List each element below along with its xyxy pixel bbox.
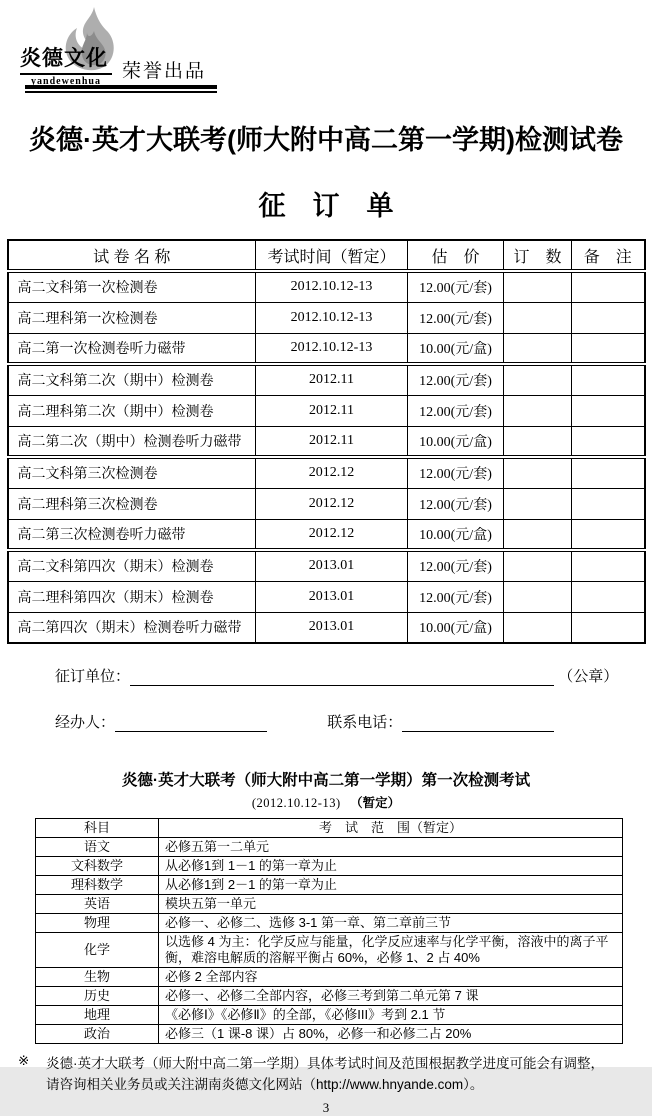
table-row [8, 271, 645, 302]
subject-scope: 必修一、必修二全部内容，必修三考到第二单元第 7 课 [159, 987, 623, 1006]
subject-name: 政治 [36, 1025, 159, 1044]
subject-name: 理科数学 [36, 876, 159, 895]
table-row [8, 426, 645, 457]
paper-name: 高二理科第四次（期末）检测卷 [8, 581, 256, 612]
order-table [7, 239, 646, 644]
subject-name: 英语 [36, 895, 159, 914]
table-row [8, 519, 645, 550]
remark-cell [572, 271, 645, 302]
exam-time: 2012.10.12-13 [256, 302, 408, 333]
subject-scope: 必修一、必修二、选修 3-1 第一章、第二章前三节 [159, 914, 623, 933]
remark-cell [572, 457, 645, 488]
exam-time: 2012.10.12-13 [256, 271, 408, 302]
subject-name: 历史 [36, 987, 159, 1006]
remark-cell [572, 364, 645, 395]
table-row [36, 876, 623, 895]
table-row [36, 857, 623, 876]
quantity-cell [504, 581, 572, 612]
letterhead [0, 0, 652, 95]
order-unit-label: 征订单位： [55, 668, 131, 685]
paper-name: 高二文科第三次检测卷 [8, 457, 256, 488]
exam-time: 2012.12 [256, 457, 408, 488]
subject-scope: 模块五第一单元 [159, 895, 623, 914]
subject-scope: 从必修1到 2－1 的第一章为止 [159, 876, 623, 895]
table-row [36, 933, 623, 968]
paper-name: 高二理科第一次检测卷 [8, 302, 256, 333]
remark-cell [572, 581, 645, 612]
paper-name: 高二第二次（期中）检测卷听力磁带 [8, 426, 256, 457]
table-row [36, 838, 623, 857]
paper-name: 高二文科第一次检测卷 [8, 271, 256, 302]
quantity-cell [504, 302, 572, 333]
table-row [36, 968, 623, 987]
paper-name: 高二文科第四次（期末）检测卷 [8, 550, 256, 581]
brand-tagline: 荣誉出品 [118, 56, 210, 88]
phone-blank [402, 715, 554, 732]
footnote-line-2: 请咨询相关业务员或关注湖南炎德文化网站（http://www.hnyande.com）。 [46, 1077, 484, 1092]
footnote-text [46, 1053, 604, 1095]
exam-scope-table [35, 818, 623, 1044]
exam-time: 2012.10.12-13 [256, 333, 408, 364]
header-row [36, 819, 623, 838]
exam-time: 2013.01 [256, 550, 408, 581]
subject-name: 化学 [36, 933, 159, 968]
subject-name: 生物 [36, 968, 159, 987]
quantity-cell [504, 550, 572, 581]
remark-cell [572, 488, 645, 519]
paper-name: 高二第四次（期末）检测卷听力磁带 [8, 612, 256, 643]
subject-name: 语文 [36, 838, 159, 857]
paper-name: 高二理科第二次（期中）检测卷 [8, 395, 256, 426]
paper-name: 高二第一次检测卷听力磁带 [8, 333, 256, 364]
price: 10.00(元/盒) [408, 612, 504, 643]
table-row [36, 914, 623, 933]
exam-date-line [0, 793, 652, 811]
table-row [8, 302, 645, 333]
quantity-cell [504, 519, 572, 550]
quantity-cell [504, 395, 572, 426]
price: 12.00(元/套) [408, 581, 504, 612]
logo-title: 炎德文化 [20, 42, 112, 75]
exam-time: 2012.11 [256, 395, 408, 426]
footnote-marker: ※ [18, 1053, 30, 1068]
agent-blank [115, 715, 267, 732]
price: 10.00(元/盒) [408, 333, 504, 364]
exam-time: 2013.01 [256, 612, 408, 643]
header-divider [25, 85, 217, 93]
price: 12.00(元/套) [408, 550, 504, 581]
price: 10.00(元/盒) [408, 519, 504, 550]
paper-name: 高二理科第三次检测卷 [8, 488, 256, 519]
table-row [8, 395, 645, 426]
quantity-cell [504, 333, 572, 364]
footnote [18, 1053, 642, 1095]
footnote-line-1: 炎德·英才大联考（师大附中高二第一学期）具体考试时间及范围根据教学进度可能会有调整， [46, 1056, 604, 1071]
quantity-cell [504, 457, 572, 488]
page-number: 3 [322, 1100, 330, 1115]
col-scope: 考 试 范 围（暂定） [159, 819, 623, 838]
subject-scope: 从必修1到 1－1 的第一章为止 [159, 857, 623, 876]
remark-cell [572, 302, 645, 333]
table-row [8, 333, 645, 364]
remark-cell [572, 395, 645, 426]
col-paper-name: 试 卷 名 称 [8, 240, 256, 271]
table-row [8, 550, 645, 581]
order-group-2 [8, 364, 645, 457]
quantity-cell [504, 364, 572, 395]
page-title: 炎德·英才大联考(师大附中高二第一学期)检测试卷 [29, 125, 623, 155]
price: 12.00(元/套) [408, 271, 504, 302]
col-quantity: 订 数 [504, 240, 572, 271]
exam-section-title: 炎德·英才大联考（师大附中高二第一学期）第一次检测考试 [121, 772, 531, 789]
price: 10.00(元/盒) [408, 426, 504, 457]
col-subject: 科目 [36, 819, 159, 838]
header-row [8, 240, 645, 271]
table-row [8, 364, 645, 395]
quantity-cell [504, 271, 572, 302]
table-row [8, 488, 645, 519]
logo-text-block [20, 42, 112, 87]
exam-time: 2012.12 [256, 488, 408, 519]
order-form-title: 征 订 单 [258, 191, 394, 221]
subject-scope: 必修三（1 课-8 课）占 80%，必修一和必修二占 20% [159, 1025, 623, 1044]
subject-name: 地理 [36, 1006, 159, 1025]
exam-time: 2012.12 [256, 519, 408, 550]
exam-date: (2012.10.12-13) [251, 796, 341, 810]
scope-table-header [36, 819, 623, 838]
order-unit-line [55, 665, 652, 686]
table-row [8, 581, 645, 612]
remark-cell [572, 519, 645, 550]
subject-name: 物理 [36, 914, 159, 933]
official-seal-label: （公章） [558, 668, 619, 685]
col-remark: 备 注 [572, 240, 645, 271]
logo-subtitle: yandewenhua [31, 76, 101, 87]
paper-name: 高二文科第二次（期中）检测卷 [8, 364, 256, 395]
order-group-1 [8, 271, 645, 364]
subject-scope: 以选修 4 为主：化学反应与能量，化学反应速率与化学平衡，溶液中的离子平衡，难溶电解质的溶解平衡占 60%，必修 1、2 占 40% [159, 933, 623, 968]
scope-table-body [36, 838, 623, 1044]
table-row [36, 1025, 623, 1044]
table-row [8, 612, 645, 643]
price: 12.00(元/套) [408, 457, 504, 488]
exam-time: 2012.11 [256, 364, 408, 395]
price: 12.00(元/套) [408, 488, 504, 519]
remark-cell [572, 612, 645, 643]
col-price: 估 价 [408, 240, 504, 271]
order-unit-blank [130, 669, 554, 686]
price: 12.00(元/套) [408, 364, 504, 395]
phone-label: 联系电话： [327, 714, 403, 731]
quantity-cell [504, 426, 572, 457]
paper-name: 高二第三次检测卷听力磁带 [8, 519, 256, 550]
order-group-3 [8, 457, 645, 550]
exam-time: 2013.01 [256, 581, 408, 612]
col-exam-time: 考试时间（暂定） [256, 240, 408, 271]
order-table-header [8, 240, 645, 271]
exam-time: 2012.11 [256, 426, 408, 457]
order-group-4 [8, 550, 645, 643]
quantity-cell [504, 612, 572, 643]
table-row [36, 987, 623, 1006]
subject-scope: 《必修Ⅰ》《必修Ⅱ》的全部，《必修III》考到 2.1 节 [159, 1006, 623, 1025]
exam-tentative-label: （暂定） [350, 796, 401, 810]
table-row [36, 1006, 623, 1025]
table-row [8, 457, 645, 488]
agent-label: 经办人： [55, 714, 116, 731]
subject-scope: 必修 2 全部内容 [159, 968, 623, 987]
remark-cell [572, 550, 645, 581]
agent-phone-line [55, 711, 652, 732]
remark-cell [572, 333, 645, 364]
table-row [36, 895, 623, 914]
price: 12.00(元/套) [408, 302, 504, 333]
price: 12.00(元/套) [408, 395, 504, 426]
remark-cell [572, 426, 645, 457]
subject-name: 文科数学 [36, 857, 159, 876]
quantity-cell [504, 488, 572, 519]
subject-scope: 必修五第一二单元 [159, 838, 623, 857]
